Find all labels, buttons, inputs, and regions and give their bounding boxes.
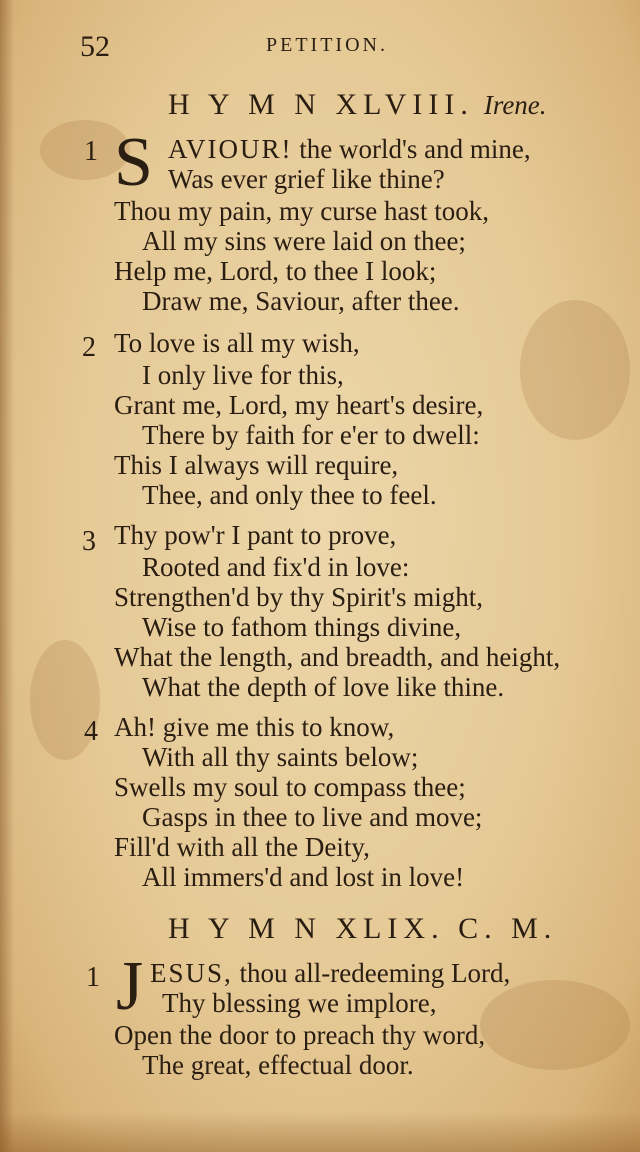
verse-line: Rooted and fix'd in love: xyxy=(142,552,410,582)
verse-line: Wise to fathom things divine, xyxy=(142,612,462,642)
verse-number: 3 xyxy=(82,526,96,557)
page-number: 52 xyxy=(80,30,110,63)
verse-line: Grant me, Lord, my heart's desire, xyxy=(114,390,484,420)
verse-line: There by faith for e'er to dwell: xyxy=(142,420,480,450)
verse-number: 2 xyxy=(82,332,96,363)
verse-line: Open the door to preach thy word, xyxy=(114,1020,486,1050)
verse-line xyxy=(150,958,510,989)
first-line-text: the world's and mine, xyxy=(299,134,531,164)
drop-cap: J xyxy=(116,948,144,1025)
verse-line: Swells my soul to compass thee; xyxy=(114,772,466,802)
page-edge-shadow xyxy=(0,0,14,1152)
verse-line: The great, effectual door. xyxy=(142,1050,414,1080)
verse-line: Thy pow'r I pant to prove, xyxy=(114,520,397,550)
drop-cap: S xyxy=(114,124,153,201)
verse-line: Thy blessing we implore, xyxy=(162,988,437,1018)
hymn-title xyxy=(168,88,547,122)
verse-line: Thee, and only thee to feel. xyxy=(142,480,437,510)
page-bottom-shadow xyxy=(0,1112,640,1152)
verse-line: What the depth of love like thine. xyxy=(142,672,505,702)
verse-line: Help me, Lord, to thee I look; xyxy=(114,256,437,286)
verse-line: Strengthen'd by thy Spirit's might, xyxy=(114,582,483,612)
foxing-stain xyxy=(480,980,630,1070)
first-word: ESUS, xyxy=(150,958,233,988)
verse-line: Draw me, Saviour, after thee. xyxy=(142,286,460,316)
verse-line: What the length, and breadth, and height, xyxy=(114,642,561,672)
verse-line: Ah! give me this to know, xyxy=(114,712,395,742)
verse-line: Was ever grief like thine? xyxy=(168,164,445,194)
verse-line: Gasps in thee to live and move; xyxy=(142,802,483,832)
verse-line: With all thy saints below; xyxy=(142,742,419,772)
first-word: AVIOUR! xyxy=(168,134,293,164)
verse-line xyxy=(168,134,531,165)
first-line-text: thou all-redeeming Lord, xyxy=(239,958,511,988)
verse-line: Fill'd with all the Deity, xyxy=(114,832,370,862)
hymn-title: H Y M N XLIX. C. M. xyxy=(168,912,558,945)
running-head: PETITION. xyxy=(266,34,388,56)
verse-line: To love is all my wish, xyxy=(114,328,360,358)
verse-line: Thou my pain, my curse hast took, xyxy=(114,196,489,226)
verse-line: This I always will require, xyxy=(114,450,399,480)
foxing-stain xyxy=(520,300,630,440)
verse-line: I only live for this, xyxy=(142,360,344,390)
verse-number: 1 xyxy=(84,136,98,167)
verse-line: All immers'd and lost in love! xyxy=(142,862,465,892)
hymn-number: H Y M N XLVIII. xyxy=(168,88,474,121)
hymn-tune-name: Irene. xyxy=(483,90,547,120)
verse-number: 4 xyxy=(84,716,98,747)
verse-line: All my sins were laid on thee; xyxy=(142,226,466,256)
verse-number: 1 xyxy=(86,962,100,993)
